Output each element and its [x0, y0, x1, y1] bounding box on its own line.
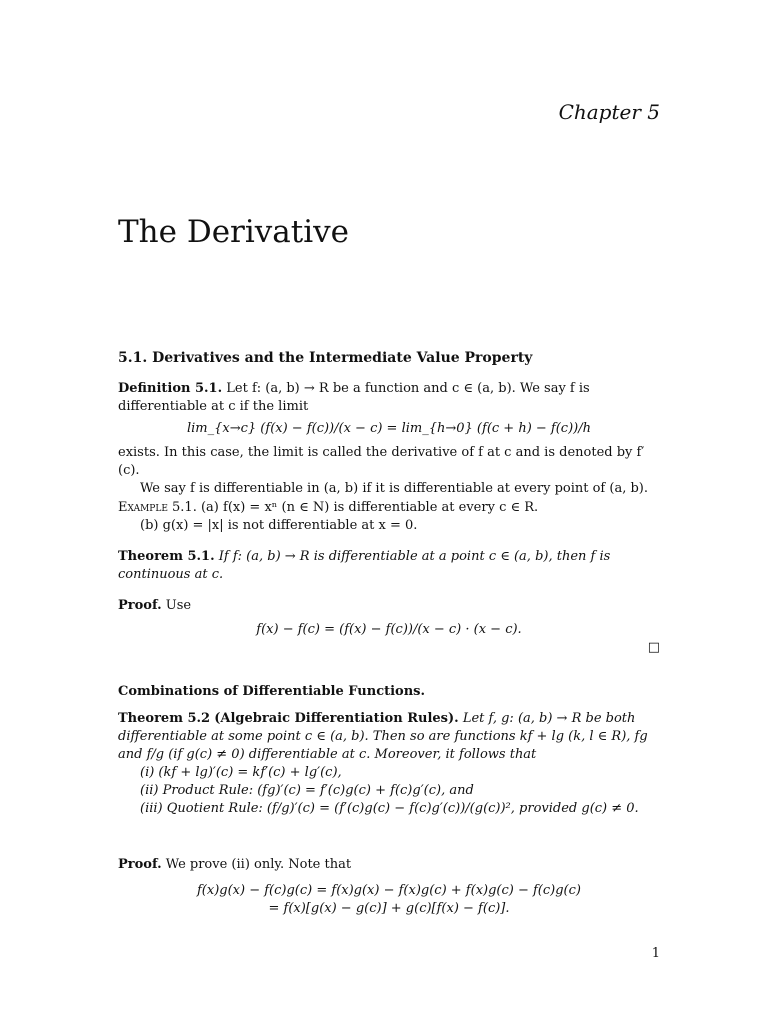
- example-part-b: (b) g(x) = |x| is not differentiable at x = 0.: [140, 518, 418, 533]
- proof2-label: Proof.: [118, 857, 162, 872]
- proof2-text: We prove (ii) only. Note that: [165, 857, 352, 872]
- proof1-equation: f(x) − f(c) = (f(x) − f(c))/(x − c) · (x − c).: [256, 622, 522, 637]
- theorem2-block: [118, 710, 660, 818]
- section-heading: 5.1. Derivatives and the Intermediate Value Property: [118, 350, 533, 366]
- chapter-title: The Derivative: [118, 214, 350, 250]
- proof1-label: Proof.: [118, 598, 162, 613]
- theorem2-item-2: (ii) Product Rule: (fg)′(c) = f′(c)g(c) + f(c)g′(c), and: [140, 783, 474, 798]
- theorem2-label: Theorem 5.2: [118, 711, 211, 726]
- proof1-block: [118, 597, 660, 657]
- definition-after: exists. In this case, the limit is called the derivative of f at c and is denoted by f′(c).: [118, 445, 645, 478]
- definition-line2: We say f is differentiable in (a, b) if it is differentiable at every point of (a, b).: [140, 481, 648, 496]
- definition-label: Definition 5.1.: [118, 381, 223, 396]
- definition-block: [118, 380, 660, 498]
- theorem2-item-3: (iii) Quotient Rule: (f/g)′(c) = (f′(c)g(c) − f(c)g′(c))/(g(c))², provided g(c) ≠ 0.: [140, 801, 639, 816]
- example-part-a: (a) f(x) = xⁿ (n ∈ N) is differentiable at every c ∈ R.: [200, 500, 539, 515]
- page-number: 1: [651, 946, 660, 961]
- proof1-text: Use: [165, 598, 192, 613]
- theorem1-label: Theorem 5.1.: [118, 549, 215, 564]
- definition-equation: lim_{x→c} (f(x) − f(c))/(x − c) = lim_{h→0} (f(c + h) − f(c))/h: [186, 421, 591, 436]
- theorem2-name: (Algebraic Differentiation Rules).: [214, 711, 459, 726]
- proof2-equation-line2: = f(x)[g(x) − g(c)] + g(c)[f(x) − f(c)].: [268, 901, 510, 916]
- example-block: [118, 499, 660, 535]
- theorem2-item-1: (i) (kf + lg)′(c) = kf′(c) + lg′(c),: [140, 765, 342, 780]
- proof2-equation-line1: f(x)g(x) − f(c)g(c) = f(x)g(x) − f(x)g(c) + f(x)g(c) − f(c)g(c): [197, 883, 581, 898]
- theorem2-text: Let f, g: (a, b) → R be both differentiable at some point c ∈ (a, b). Then so are functions kf + lg (k, l ∈ R), fg and f/g (if g(c) ≠ 0) differentiable at c. Moreover, it follows that: [118, 711, 648, 762]
- qed-symbol: □: [647, 640, 660, 655]
- chapter-label: Chapter 5: [558, 100, 660, 124]
- example-label: Example 5.1.: [118, 500, 197, 515]
- theorem1-block: [118, 548, 660, 584]
- theorem1-text: If f: (a, b) → R is differentiable at a point c ∈ (a, b), then f is continuous at c.: [118, 549, 611, 582]
- proof2-block: [118, 856, 660, 918]
- subsection-heading: Combinations of Differentiable Functions.: [118, 684, 426, 699]
- definition-text: Let f: (a, b) → R be a function and c ∈ (a, b). We say f is differentiable at c if the limit: [118, 381, 590, 414]
